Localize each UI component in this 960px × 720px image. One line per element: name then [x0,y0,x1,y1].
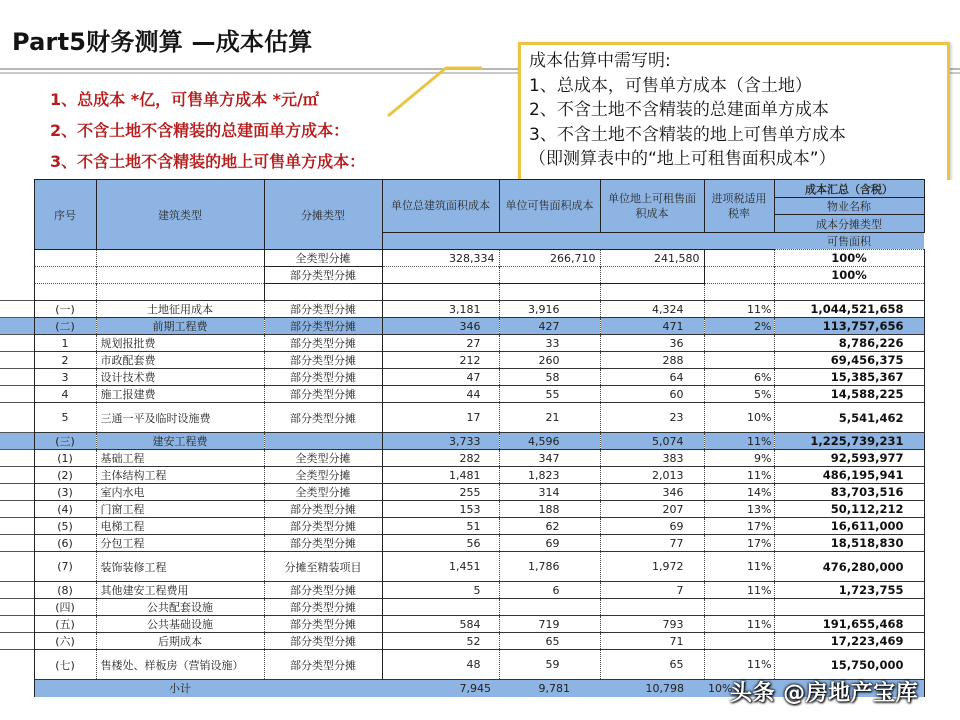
row-alloc: 全类型分摊 [264,467,382,484]
area-total: 100% [774,250,924,267]
row-above: 77 [600,535,704,552]
row-seq: (二) [34,318,96,335]
subtotal-saleable: 9,781 [499,680,600,697]
row-gfa: 3,733 [382,433,499,450]
row-name: 基础工程 [96,450,264,467]
row-saleable [499,599,600,616]
row-seq: (七) [34,650,96,680]
area-gfa [382,267,499,284]
callout-box [518,42,950,184]
table-row [0,433,960,450]
row-tax-rate: 6% [704,369,774,386]
table-row [0,484,960,501]
row-alloc [264,433,382,450]
area-saleable [499,267,600,284]
row-name: 装饰装修工程 [96,552,264,582]
row-above: 383 [600,450,704,467]
row-name: 电梯工程 [96,518,264,535]
row-seq: (三) [34,433,96,450]
row-gfa: 52 [382,633,499,650]
table-row [0,450,960,467]
row-gfa: 1,451 [382,552,499,582]
area-row [0,250,960,267]
row-total: 18,518,830 [774,535,924,552]
table-row [0,352,960,369]
row-saleable: 69 [499,535,600,552]
row-tax-rate: 17% [704,518,774,535]
page-title: Part5财务测算 —成本估算 [12,28,313,56]
row-gfa: 153 [382,501,499,518]
row-saleable: 4,596 [499,433,600,450]
row-name: 建安工程费 [96,433,264,450]
row-name: 三通一平及临时设施费 [96,403,264,433]
row-name: 公共基础设施 [96,616,264,633]
row-gfa: 1,481 [382,467,499,484]
row-above: 65 [600,650,704,680]
table-row [0,535,960,552]
row-saleable: 21 [499,403,600,433]
row-above: 64 [600,369,704,386]
row-above: 7 [600,582,704,599]
callout-line: 1、总成本，可售单方成本（含土地） [529,75,812,96]
row-saleable: 33 [499,335,600,352]
row-above: 471 [600,318,704,335]
cost-estimate-table [0,179,960,697]
row-tax-rate: 17% [704,535,774,552]
table-row [0,650,960,680]
row-tax-rate: 2% [704,318,774,335]
row-name: 规划报批费 [96,335,264,352]
area-alloc: 部分类型分摊 [264,267,382,284]
row-tax-rate [704,633,774,650]
row-tax-rate: 10% [704,403,774,433]
row-seq: (7) [34,552,96,582]
subtotal-gfa: 7,945 [382,680,499,697]
table-row [0,467,960,484]
row-name: 设计技术费 [96,369,264,386]
area-row [0,267,960,284]
row-name: 售楼处、样板房（营销设施） [96,650,264,680]
row-seq: (四) [34,599,96,616]
row-total: 15,750,000 [774,650,924,680]
row-total: 17,223,469 [774,633,924,650]
row-tax-rate: 11% [704,301,774,318]
row-above: 5,074 [600,433,704,450]
row-gfa: 44 [382,386,499,403]
row-saleable: 3,916 [499,301,600,318]
row-above [600,599,704,616]
row-saleable: 347 [499,450,600,467]
row-seq: 4 [34,386,96,403]
row-above: 207 [600,501,704,518]
row-saleable: 188 [499,501,600,518]
area-above: 241,580 [600,250,704,267]
table-row [0,518,960,535]
row-gfa: 48 [382,650,499,680]
header-unit-gfa-cost: 单位总建筑面积成本 [382,180,499,233]
row-alloc: 部分类型分摊 [264,386,382,403]
row-above: 2,013 [600,467,704,484]
row-name: 门窗工程 [96,501,264,518]
table-row [0,616,960,633]
row-total: 1,225,739,231 [774,433,924,450]
row-name: 主体结构工程 [96,467,264,484]
key-point-2: 2、不含土地不含精装的总建面单方成本： [50,121,350,140]
subtotal-label: 小计 [96,680,264,697]
callout-line: 成本估算中需写明: [529,51,671,71]
row-saleable: 314 [499,484,600,501]
row-tax-rate: 14% [704,484,774,501]
row-seq: (5) [34,518,96,535]
row-above: 69 [600,518,704,535]
row-gfa: 5 [382,582,499,599]
row-total: 1,723,755 [774,582,924,599]
row-gfa: 47 [382,369,499,386]
row-gfa: 346 [382,318,499,335]
row-seq: (8) [34,582,96,599]
row-saleable: 58 [499,369,600,386]
table-row [0,582,960,599]
row-saleable: 719 [499,616,600,633]
callout-line: 3、不含土地不含精装的地上可售单方成本 [529,124,846,145]
callout-line: 2、不含土地不含精装的总建面单方成本 [529,100,829,120]
row-total [774,599,924,616]
row-alloc: 部分类型分摊 [264,403,382,433]
header-input-tax-rate: 进项税适用税率 [704,180,774,233]
row-name: 公共配套设施 [96,599,264,616]
row-saleable: 260 [499,352,600,369]
row-gfa [382,599,499,616]
row-tax-rate: 11% [704,433,774,450]
row-total: 83,703,516 [774,484,924,501]
row-gfa: 212 [382,352,499,369]
header-seq: 序号 [34,180,96,250]
row-alloc: 部分类型分摊 [264,318,382,335]
row-saleable: 62 [499,518,600,535]
row-total: 92,593,977 [774,450,924,467]
row-saleable: 1,786 [499,552,600,582]
row-above: 288 [600,352,704,369]
table-row [0,335,960,352]
row-alloc: 部分类型分摊 [264,352,382,369]
row-alloc: 部分类型分摊 [264,616,382,633]
row-tax-rate: 5% [704,386,774,403]
row-name: 室内水电 [96,484,264,501]
table-row [0,403,960,433]
row-seq: (六) [34,633,96,650]
row-name: 后期成本 [96,633,264,650]
row-alloc: 部分类型分摊 [264,301,382,318]
key-points [50,84,365,177]
row-alloc: 部分类型分摊 [264,582,382,599]
table-row [0,318,960,335]
area-total: 100% [774,267,924,284]
row-seq: (1) [34,450,96,467]
row-gfa: 27 [382,335,499,352]
row-tax-rate: 13% [704,501,774,518]
header-saleable-area: 可售面积 [774,232,924,249]
row-saleable: 1,823 [499,467,600,484]
row-total: 113,757,656 [774,318,924,335]
key-point-1: 1、总成本 *亿，可售单方成本 *元/㎡ [50,90,319,109]
row-alloc: 部分类型分摊 [264,633,382,650]
row-seq: 5 [34,403,96,433]
table-row [0,552,960,582]
key-point-3: 3、不含土地不含精装的地上可售单方成本： [50,152,366,171]
row-above: 23 [600,403,704,433]
row-above: 346 [600,484,704,501]
row-alloc: 部分类型分摊 [264,650,382,680]
row-tax-rate: 9% [704,450,774,467]
row-tax-rate [704,599,774,616]
row-alloc: 全类型分摊 [264,484,382,501]
row-alloc: 部分类型分摊 [264,369,382,386]
row-alloc: 部分类型分摊 [264,518,382,535]
row-saleable: 55 [499,386,600,403]
subtotal-above: 10,798 [600,680,704,697]
area-above [600,267,704,284]
row-alloc: 部分类型分摊 [264,599,382,616]
row-total: 50,112,212 [774,501,924,518]
area-alloc: 全类型分摊 [264,250,382,267]
row-total: 8,786,226 [774,335,924,352]
row-tax-rate [704,335,774,352]
row-total: 15,385,367 [774,369,924,386]
row-seq: (6) [34,535,96,552]
row-total: 191,655,468 [774,616,924,633]
table-row [0,633,960,650]
row-alloc: 部分类型分摊 [264,535,382,552]
row-alloc: 分摊至精装项目 [264,552,382,582]
row-seq: 1 [34,335,96,352]
row-gfa: 282 [382,450,499,467]
row-total: 486,195,941 [774,467,924,484]
area-gfa: 328,334 [382,250,499,267]
row-tax-rate: 11% [704,467,774,484]
row-name: 施工报建费 [96,386,264,403]
row-total: 476,280,000 [774,552,924,582]
table-row [0,386,960,403]
header-summary-title: 成本汇总（含税） [774,180,924,198]
row-name: 市政配套费 [96,352,264,369]
row-gfa: 584 [382,616,499,633]
row-seq: 2 [34,352,96,369]
row-tax-rate: 11% [704,650,774,680]
row-above: 4,324 [600,301,704,318]
header-unit-above-ground-cost: 单位地上可租售面积成本 [600,180,704,233]
row-tax-rate [704,352,774,369]
row-name: 前期工程费 [96,318,264,335]
row-saleable: 427 [499,318,600,335]
row-alloc: 部分类型分摊 [264,335,382,352]
row-total: 5,541,462 [774,403,924,433]
row-gfa: 51 [382,518,499,535]
watermark: 头条 @房地产宝库 [730,681,919,706]
header-property-name: 物业名称 [774,198,924,215]
table-row [0,301,960,318]
row-above: 36 [600,335,704,352]
header-allocation-type: 分摊类型 [264,180,382,250]
row-tax-rate: 11% [704,552,774,582]
row-total: 14,588,225 [774,386,924,403]
table-row [0,501,960,518]
row-gfa: 17 [382,403,499,433]
header-building-type: 建筑类型 [96,180,264,250]
row-saleable: 65 [499,633,600,650]
row-above: 60 [600,386,704,403]
row-gfa: 3,181 [382,301,499,318]
header-cost-alloc-type: 成本分摊类型 [774,215,924,232]
subtotal-tax-rate: 10% [704,680,774,697]
table-row [0,369,960,386]
row-seq: (一) [34,301,96,318]
row-alloc: 全类型分摊 [264,450,382,467]
row-alloc: 部分类型分摊 [264,501,382,518]
callout-line: （即测算表中的“地上可租售面积成本”） [529,149,836,169]
row-name: 分包工程 [96,535,264,552]
row-name: 土地征用成本 [96,301,264,318]
row-above: 793 [600,616,704,633]
row-seq: (2) [34,467,96,484]
row-seq: (4) [34,501,96,518]
row-seq: (3) [34,484,96,501]
row-gfa: 56 [382,535,499,552]
row-tax-rate: 11% [704,616,774,633]
row-name: 其他建安工程费用 [96,582,264,599]
row-gfa: 255 [382,484,499,501]
row-total: 1,044,521,658 [774,301,924,318]
row-total: 16,611,000 [774,518,924,535]
row-seq: 3 [34,369,96,386]
row-saleable: 59 [499,650,600,680]
row-total: 69,456,375 [774,352,924,369]
row-above: 1,972 [600,552,704,582]
row-above: 71 [600,633,704,650]
area-saleable: 266,710 [499,250,600,267]
row-saleable: 6 [499,582,600,599]
header-unit-saleable-cost: 单位可售面积成本 [499,180,600,233]
row-tax-rate: 11% [704,582,774,599]
row-seq: (五) [34,616,96,633]
table-row [0,599,960,616]
